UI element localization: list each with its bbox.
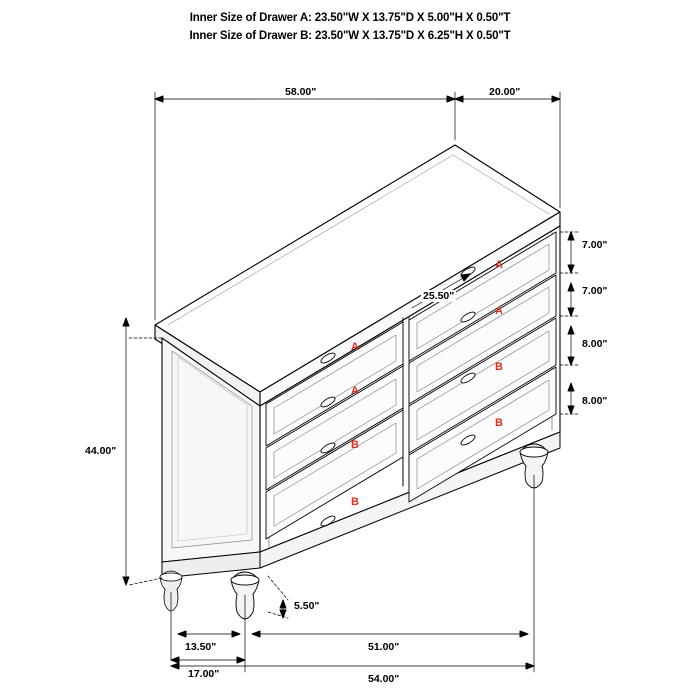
drawer-label-right-1: A	[495, 259, 503, 271]
drawer-label-right-4: B	[495, 417, 503, 429]
dim-drawer-width-label: 25.50"	[423, 290, 455, 302]
drawer-b-inner-size-text: Inner Size of Drawer B: 23.50"W X 13.75"D X 6.25"H X 0.50"T	[189, 30, 511, 42]
dim-drawer-a2-height-label: 7.00"	[582, 285, 608, 297]
drawer-label-left-4: B	[351, 496, 359, 508]
dim-base-total-front-label: 54.00"	[368, 673, 400, 685]
dim-drawer-b2-height-label: 8.00"	[582, 395, 608, 407]
drawer-label-right-3: B	[495, 361, 503, 373]
drawer-label-right-2: A	[495, 305, 503, 317]
drawer-label-left-2: A	[351, 385, 359, 397]
drawer-label-left-3: B	[351, 439, 359, 451]
drawer-label-left-1: A	[351, 341, 359, 353]
dim-drawer-b1-height-label: 8.00"	[582, 338, 608, 350]
dim-top-depth-label: 20.00"	[489, 86, 521, 98]
dim-top-width-label: 58.00"	[285, 86, 317, 98]
drawer-a-inner-size-text: Inner Size of Drawer A: 23.50"W X 13.75"D X 5.00"H X 0.50"T	[189, 12, 511, 24]
dim-total-height-label: 44.00"	[85, 445, 117, 457]
dim-base-side-label: 13.50"	[185, 641, 217, 653]
dim-base-front-label: 51.00"	[368, 641, 400, 653]
dim-base-total-side-label: 17.00"	[188, 668, 220, 680]
dim-drawer-a1-height-label: 7.00"	[582, 239, 608, 251]
dim-leg-height-label: 5.50"	[294, 600, 320, 612]
